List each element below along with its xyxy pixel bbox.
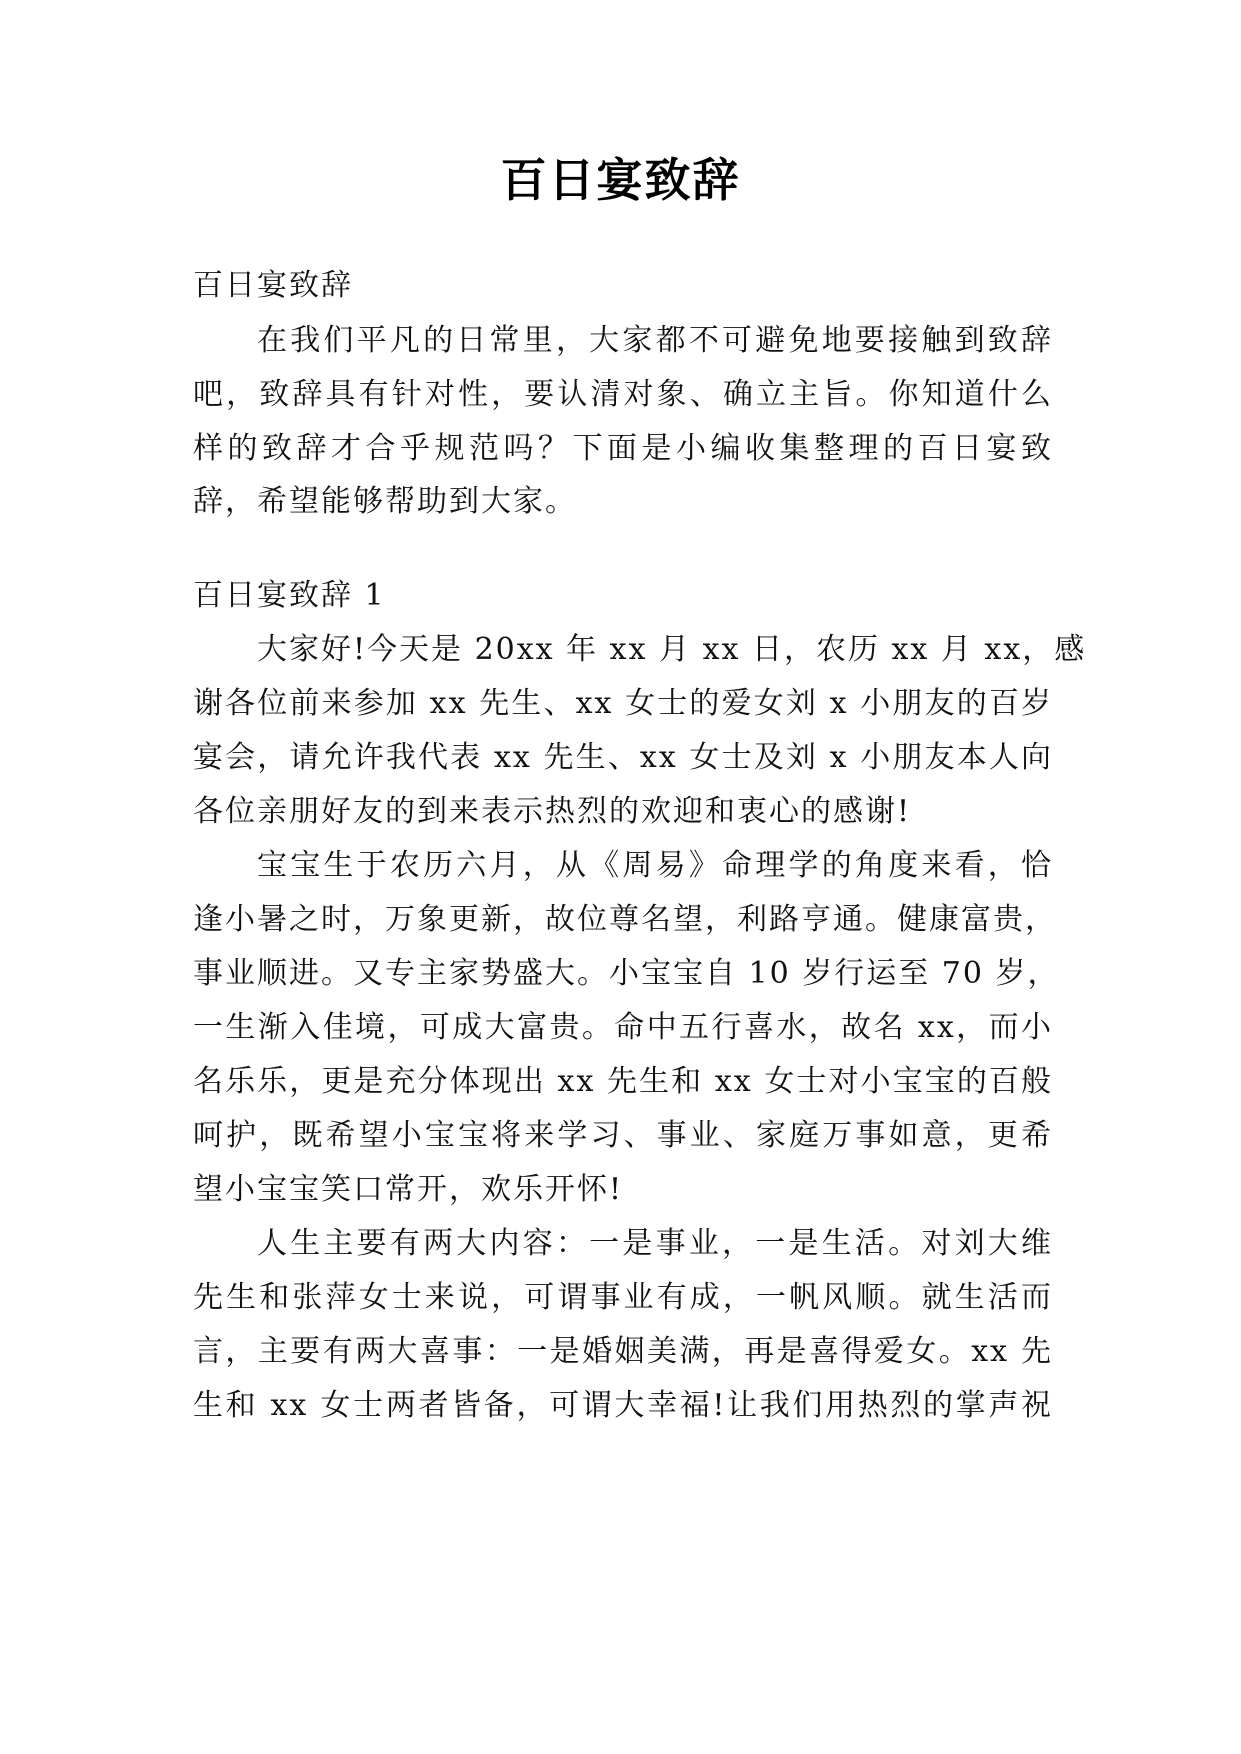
paragraph-line: 一生渐入佳境，可成大富贵。命中五行喜水，故名 xx，而小 <box>193 1010 1053 1045</box>
paragraph-line: 人生主要有两大内容：一是事业，一是生活。对刘大维 <box>257 1226 1053 1261</box>
paragraph-line: 宝宝生于农历六月，从《周易》命理学的角度来看，恰 <box>257 848 1053 883</box>
section-heading: 百日宴致辞 1 <box>193 578 386 613</box>
paragraph-line: 各位亲朋好友的到来表示热烈的欢迎和衷心的感谢! <box>193 794 912 829</box>
paragraph-line: 谢各位前来参加 xx 先生、xx 女士的爱女刘 x 小朋友的百岁 <box>193 686 1053 721</box>
paragraph-line: 名乐乐，更是充分体现出 xx 先生和 xx 女士对小宝宝的百般 <box>193 1064 1053 1099</box>
paragraph-line: 宴会，请允许我代表 xx 先生、xx 女士及刘 x 小朋友本人向 <box>193 740 1053 775</box>
paragraph-line: 呵护，既希望小宝宝将来学习、事业、家庭万事如意，更希 <box>193 1118 1053 1153</box>
intro-line: 吧，致辞具有针对性，要认清对象、确立主旨。你知道什么 <box>193 377 1053 412</box>
paragraph-line: 大家好!今天是 20xx 年 xx 月 xx 日，农历 xx 月 xx，感 <box>257 632 1087 667</box>
paragraph-line: 言，主要有两大喜事：一是婚姻美满，再是喜得爱女。xx 先 <box>193 1334 1053 1369</box>
paragraph-line: 望小宝宝笑口常开，欢乐开怀! <box>193 1172 624 1207</box>
paragraph-line: 生和 xx 女士两者皆备，可谓大幸福!让我们用热烈的掌声祝 <box>193 1388 1053 1423</box>
intro-line: 辞，希望能够帮助到大家。 <box>193 484 577 519</box>
intro-line: 在我们平凡的日常里，大家都不可避免地要接触到致辞 <box>257 323 1053 358</box>
intro-heading: 百日宴致辞 <box>193 268 353 303</box>
paragraph-line: 逢小暑之时，万象更新，故位尊名望，利路亨通。健康富贵， <box>193 902 1057 937</box>
paragraph-line: 事业顺进。又专主家势盛大。小宝宝自 10 岁行运至 70 岁， <box>193 956 1060 991</box>
paragraph-line: 先生和张萍女士来说，可谓事业有成，一帆风顺。就生活而 <box>193 1280 1053 1315</box>
document-title: 百日宴致辞 <box>500 153 741 207</box>
intro-line: 样的致辞才合乎规范吗？下面是小编收集整理的百日宴致 <box>193 431 1053 466</box>
